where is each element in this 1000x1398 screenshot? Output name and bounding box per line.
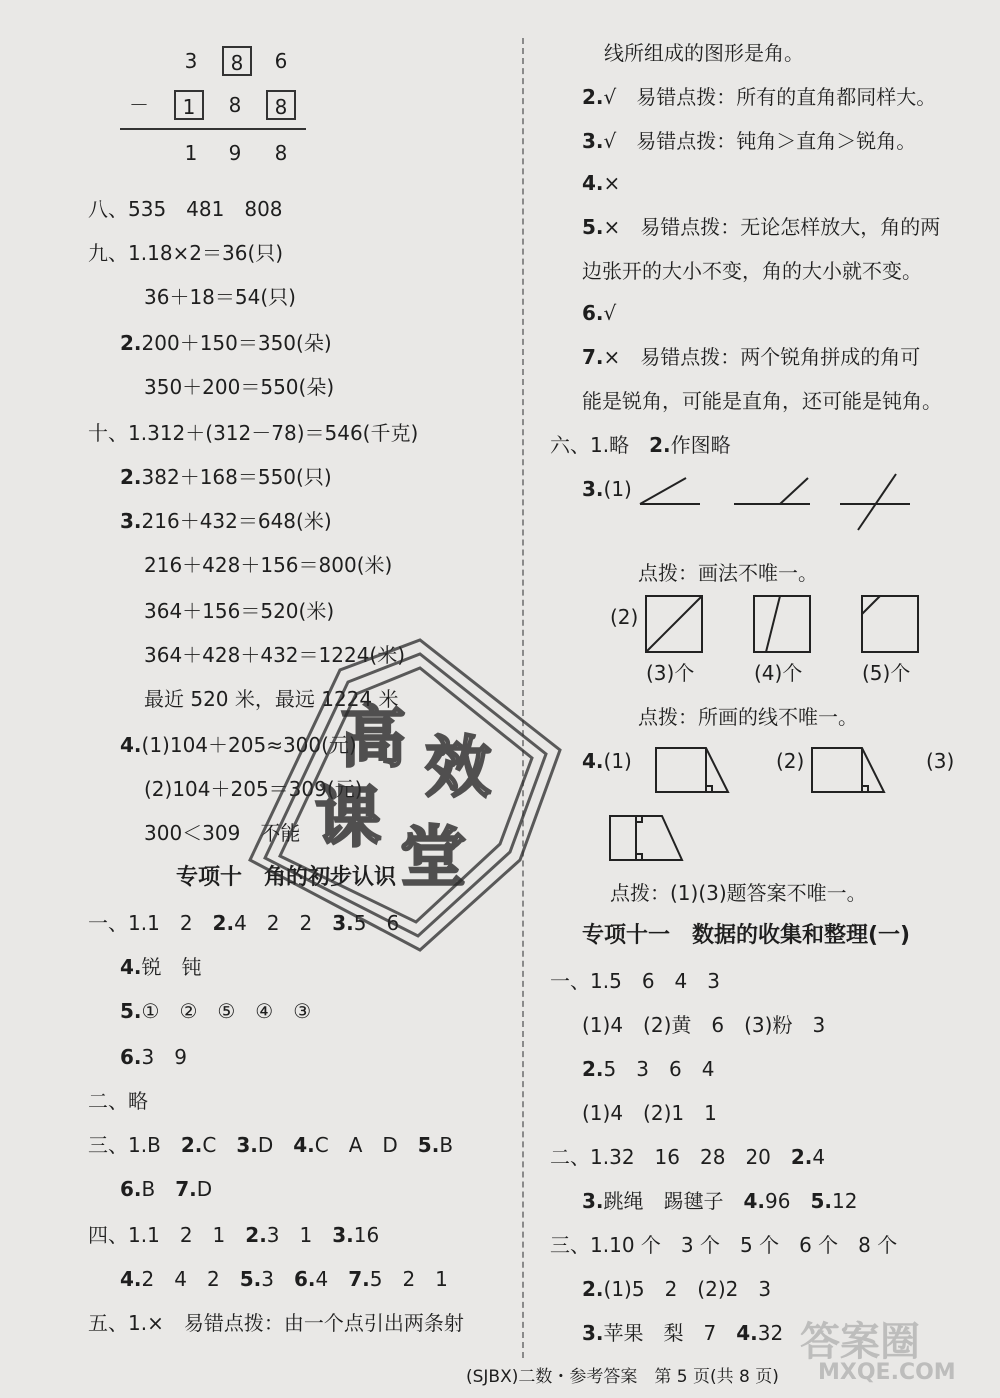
digit: 9 (228, 141, 242, 165)
section-title: 专项十一 数据的收集和整理(一) (582, 923, 911, 948)
answer-line: (1)4 (2)黄 6 (3)粉 3 (582, 1013, 826, 1037)
answer-line: (5)个 (862, 661, 911, 685)
answer-line: 九、1.18×2＝36(只) (88, 241, 284, 265)
answer-line: 4.锐 钝 (120, 955, 202, 979)
answer-line: 3.跳绳 踢毽子 4.96 5.12 (582, 1189, 858, 1213)
answer-line: 最近 520 米，最远 1224 米 (144, 687, 399, 711)
answer-line: 364＋156＝520(米) (144, 599, 335, 623)
answer-line: 四、1.1 2 1 2.3 1 3.16 (88, 1223, 380, 1247)
answer-line: 一、1.5 6 4 3 (550, 969, 720, 993)
answer-line: 2.(1)5 2 (2)2 3 (582, 1277, 772, 1301)
answer-line: (2) (610, 605, 639, 629)
svg-text:堂: 堂 (400, 818, 466, 896)
hint-line: 点拨：所画的线不唯一。 (638, 705, 858, 729)
digit: 3 (184, 49, 198, 73)
answer-line: 2.200＋150＝350(朵) (120, 331, 332, 355)
answer-line: 7.× 易错点拨：两个锐角拼成的角可 (582, 345, 921, 369)
answer-line: 4.2 4 2 5.3 6.4 7.5 2 1 (120, 1267, 448, 1291)
answer-line: 4.(1)104＋205≈300(元) (120, 733, 357, 757)
answer-line: 6.√ (582, 301, 617, 325)
hint-line: 点拨：(1)(3)题答案不唯一。 (610, 881, 867, 905)
answer-line: 4.(1) (582, 749, 632, 773)
answer-line: 一、1.1 2 2.4 2 2 3.5 6 (88, 911, 400, 935)
answer-line: 2.5 3 6 4 (582, 1057, 715, 1081)
answer-line: 二、1.32 16 28 20 2.4 (550, 1145, 826, 1169)
digit-box: 1 (174, 90, 204, 120)
digit: 8 (274, 141, 288, 165)
answer-line: 三、1.B 2.C 3.D 4.C A D 5.B (88, 1133, 454, 1157)
answer-line: (2)104＋205＝309(元) (144, 777, 363, 801)
answer-page: 3 8 6 － 1 8 8 1 9 8 八、535 481 808 九、1.18×2＝36(只) 36＋18＝54(只) 2.200＋150＝350(朵) 350＋200＝550(朵) 十、1.312＋(312－78)＝546(千克) 2.382＋168＝550(只) 3.216＋432＝648(米) 216＋428＋156＝800(米) 364＋156＝520(米) 364＋428＋432＝1224(米) 最近 520 米，最远 1224 米 4.(1)104＋205≈300(元) (2)104＋205＝309(元) 300＜309 不能 专项十 角的初步认识 一、1.1 2 2.4 2 2 3.5 6 4.锐 钝 5.① ② ⑤ ④ ③ 6.3 9 二、略 三、1.B 2.C 3.D 4.C A D 5.B 6.B 7.D 四、1.1 2 1 2.3 1 3.16 4.2 4 2 5.3 6.4 7.5 2 1 五、1.× 易错点拨：由一个点引出两条射 线所组成的图形是角。 2.√ 易错点拨：所有的直角都同样大。 3.√ 易错点拨：钝角＞直角＞锐角。 4.× 5.× 易错点拨：无论怎样放大，角的两 边张开的大小不变，角的大小就不变。 6.√ 7.× 易错点拨：两个锐角拼成的角可 能是锐角，可能是直角，还可能是钝角。 六、1.略 2.作图略 3.(1) 点拨：画法不唯一。 (2) (3)个 (4)个 (5)个 点拨：所画的线不唯一。 4.(1) (2) (3) 点拨：(1)(3)题答案不唯一。 专项十一 数据的收集和整理(一) 一、1.5 6 4 3 (1)4 (2)黄 6 (3)粉 3 2.5 3 6 4 (1)4 (2)1 1 二、1.32 16 28 20 2.4 3.跳绳 踢毽子 4.96 5.12 三、1.10 个 3 个 5 个 6 个 8 个 2.(1)5 2 (2)2 3 3.苹果 梨 7 4.32 高 效 课 堂 答案圈 MXQE.COM (SJBX)二数・参考答案 第 5 页(共 8 页) (0, 0, 1000, 1398)
page-footer: (SJBX)二数・参考答案 第 5 页(共 8 页) (466, 1367, 779, 1387)
answer-line: 300＜309 不能 (144, 821, 301, 845)
answer-line: 216＋428＋156＝800(米) (144, 553, 393, 577)
answer-line: 5.① ② ⑤ ④ ③ (120, 999, 312, 1023)
answer-line: 6.3 9 (120, 1045, 187, 1069)
answer-line: 三、1.10 个 3 个 5 个 6 个 8 个 (550, 1233, 898, 1257)
digit-box: 8 (222, 46, 252, 76)
answer-line: 五、1.× 易错点拨：由一个点引出两条射 (88, 1311, 464, 1335)
digit: 8 (228, 93, 242, 117)
answer-line: 364＋428＋432＝1224(米) (144, 643, 406, 667)
answer-line: (2) (776, 749, 805, 773)
answer-line: 能是锐角，可能是直角，还可能是钝角。 (582, 389, 942, 413)
section-title: 专项十 角的初步认识 (176, 865, 397, 890)
stamp-logo (220, 630, 580, 960)
digit: 1 (184, 141, 198, 165)
answer-line: 十、1.312＋(312－78)＝546(千克) (88, 421, 419, 445)
answer-line: 6.B 7.D (120, 1177, 213, 1201)
answer-line: 2.√ 易错点拨：所有的直角都同样大。 (582, 85, 937, 109)
answer-line: 2.382＋168＝550(只) (120, 465, 332, 489)
answer-line: 线所组成的图形是角。 (604, 41, 804, 65)
svg-text:课: 课 (315, 778, 381, 856)
answer-line: 六、1.略 2.作图略 (550, 433, 731, 457)
minus-sign: － (129, 93, 149, 117)
svg-text:高: 高 (340, 698, 406, 776)
answer-line: 5.× 易错点拨：无论怎样放大，角的两 (582, 215, 941, 239)
answer-line: (3)个 (646, 661, 695, 685)
hint-line: 点拨：画法不唯一。 (638, 561, 818, 585)
answer-line: 350＋200＝550(朵) (144, 375, 335, 399)
digit-box: 8 (266, 90, 296, 120)
answer-line: 3.√ 易错点拨：钝角＞直角＞锐角。 (582, 129, 917, 153)
answer-line: 3.216＋432＝648(米) (120, 509, 332, 533)
answer-line: (4)个 (754, 661, 803, 685)
answer-line: (1)4 (2)1 1 (582, 1101, 717, 1125)
answer-line: 二、略 (88, 1089, 148, 1113)
answer-line: 3.(1) (582, 477, 632, 501)
answer-line: 36＋18＝54(只) (144, 285, 296, 309)
answer-line: 边张开的大小不变，角的大小就不变。 (582, 259, 922, 283)
answer-line: 4.× (582, 171, 621, 195)
answer-line: 3.苹果 梨 7 4.32 (582, 1321, 784, 1345)
answer-line: (3) (926, 749, 955, 773)
digit: 6 (274, 49, 288, 73)
answer-line: 八、535 481 808 (88, 197, 283, 221)
svg-text:效: 效 (425, 728, 491, 806)
